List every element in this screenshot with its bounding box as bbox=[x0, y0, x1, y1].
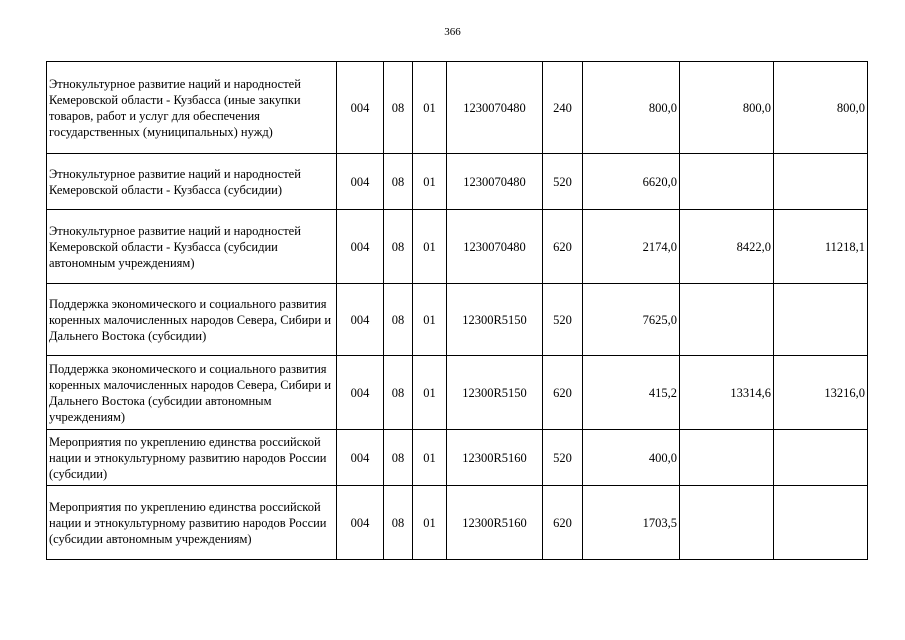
section-code-cell: 08 bbox=[384, 210, 413, 284]
subsection-code-cell: 01 bbox=[413, 356, 447, 430]
amount-year-2-cell: 8422,0 bbox=[680, 210, 774, 284]
subsection-code-cell: 01 bbox=[413, 210, 447, 284]
table-row bbox=[47, 62, 868, 154]
amount-year-1-cell: 1703,5 bbox=[583, 486, 680, 560]
subsection-code-cell: 01 bbox=[413, 430, 447, 486]
expense-type-cell: 520 bbox=[543, 154, 583, 210]
table-row bbox=[47, 284, 868, 356]
ministry-code-cell: 004 bbox=[337, 486, 384, 560]
description-cell: Этнокультурное развитие наций и народностей Кемеровской области - Кузбасса (иные закупки товаров, работ и услуг для обеспечения государственных (муниципальных) нужд) bbox=[47, 62, 337, 154]
description-cell: Этнокультурное развитие наций и народностей Кемеровской области - Кузбасса (субсидии) bbox=[47, 154, 337, 210]
amount-year-2-cell: 800,0 bbox=[680, 62, 774, 154]
amount-year-3-cell bbox=[774, 284, 868, 356]
table-row bbox=[47, 486, 868, 560]
budget-table bbox=[46, 61, 868, 560]
amount-year-3-cell bbox=[774, 154, 868, 210]
section-code-cell: 08 bbox=[384, 356, 413, 430]
amount-year-1-cell: 415,2 bbox=[583, 356, 680, 430]
expense-type-cell: 520 bbox=[543, 284, 583, 356]
table-row bbox=[47, 154, 868, 210]
ministry-code-cell: 004 bbox=[337, 210, 384, 284]
table-row bbox=[47, 356, 868, 430]
amount-year-1-cell: 400,0 bbox=[583, 430, 680, 486]
expense-type-cell: 620 bbox=[543, 486, 583, 560]
amount-year-2-cell bbox=[680, 430, 774, 486]
expense-type-cell: 620 bbox=[543, 356, 583, 430]
ministry-code-cell: 004 bbox=[337, 356, 384, 430]
amount-year-1-cell: 800,0 bbox=[583, 62, 680, 154]
amount-year-1-cell: 6620,0 bbox=[583, 154, 680, 210]
page-number: 366 bbox=[444, 26, 461, 38]
amount-year-3-cell bbox=[774, 430, 868, 486]
amount-year-3-cell: 11218,1 bbox=[774, 210, 868, 284]
table-body bbox=[47, 62, 868, 560]
subsection-code-cell: 01 bbox=[413, 486, 447, 560]
description-cell: Мероприятия по укреплению единства российской нации и этнокультурному развитию народов России (субсидии автономным учреждениям) bbox=[47, 486, 337, 560]
amount-year-2-cell bbox=[680, 154, 774, 210]
target-article-cell: 1230070480 bbox=[447, 210, 543, 284]
section-code-cell: 08 bbox=[384, 430, 413, 486]
section-code-cell: 08 bbox=[384, 284, 413, 356]
section-code-cell: 08 bbox=[384, 62, 413, 154]
amount-year-3-cell bbox=[774, 486, 868, 560]
table-row bbox=[47, 210, 868, 284]
subsection-code-cell: 01 bbox=[413, 154, 447, 210]
amount-year-2-cell bbox=[680, 486, 774, 560]
amount-year-1-cell: 7625,0 bbox=[583, 284, 680, 356]
description-cell: Мероприятия по укреплению единства российской нации и этнокультурному развитию народов России (субсидии) bbox=[47, 430, 337, 486]
target-article-cell: 12300R5160 bbox=[447, 430, 543, 486]
subsection-code-cell: 01 bbox=[413, 62, 447, 154]
table-row bbox=[47, 430, 868, 486]
subsection-code-cell: 01 bbox=[413, 284, 447, 356]
amount-year-1-cell: 2174,0 bbox=[583, 210, 680, 284]
amount-year-3-cell: 13216,0 bbox=[774, 356, 868, 430]
section-code-cell: 08 bbox=[384, 486, 413, 560]
section-code-cell: 08 bbox=[384, 154, 413, 210]
ministry-code-cell: 004 bbox=[337, 284, 384, 356]
description-cell: Этнокультурное развитие наций и народностей Кемеровской области - Кузбасса (субсидии автономным учреждениям) bbox=[47, 210, 337, 284]
ministry-code-cell: 004 bbox=[337, 62, 384, 154]
description-cell: Поддержка экономического и социального развития коренных малочисленных народов Севера, Сибири и Дальнего Востока (субсидии автономным учреждениям) bbox=[47, 356, 337, 430]
target-article-cell: 1230070480 bbox=[447, 62, 543, 154]
ministry-code-cell: 004 bbox=[337, 154, 384, 210]
expense-type-cell: 240 bbox=[543, 62, 583, 154]
expense-type-cell: 620 bbox=[543, 210, 583, 284]
target-article-cell: 1230070480 bbox=[447, 154, 543, 210]
amount-year-2-cell bbox=[680, 284, 774, 356]
ministry-code-cell: 004 bbox=[337, 430, 384, 486]
target-article-cell: 12300R5150 bbox=[447, 284, 543, 356]
target-article-cell: 12300R5150 bbox=[447, 356, 543, 430]
amount-year-2-cell: 13314,6 bbox=[680, 356, 774, 430]
description-cell: Поддержка экономического и социального развития коренных малочисленных народов Севера, Сибири и Дальнего Востока (субсидии) bbox=[47, 284, 337, 356]
target-article-cell: 12300R5160 bbox=[447, 486, 543, 560]
amount-year-3-cell: 800,0 bbox=[774, 62, 868, 154]
expense-type-cell: 520 bbox=[543, 430, 583, 486]
